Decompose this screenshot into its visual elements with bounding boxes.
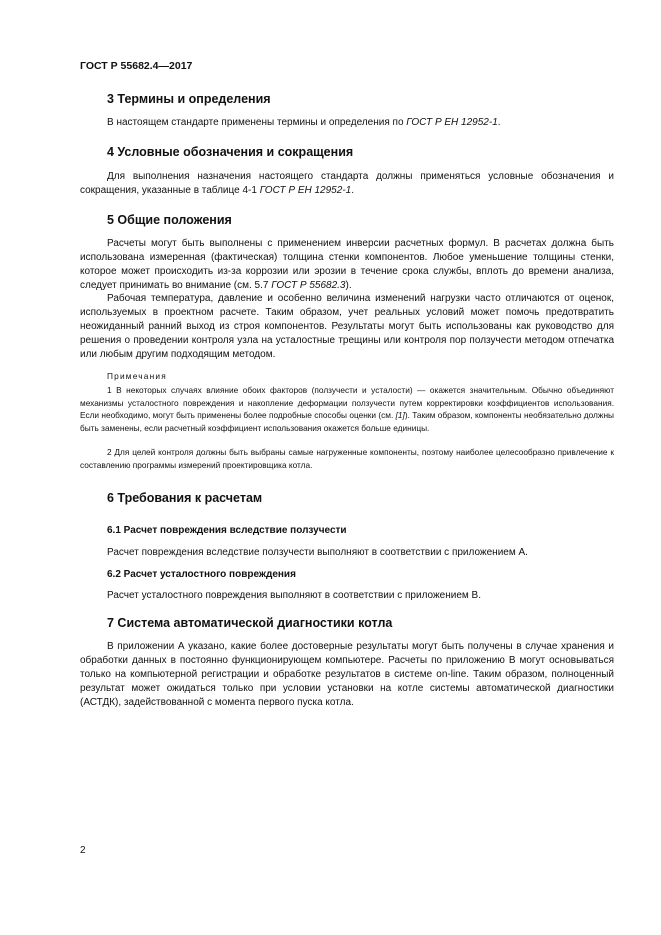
standard-reference: ГОСТ Р ЕН 12952-1	[406, 117, 498, 128]
page-number: 2	[80, 845, 86, 856]
section-7-title: 7 Система автоматической диагностики котла	[107, 616, 393, 630]
section-5-paragraph-1: Расчеты могут быть выполнены с применением инверсии расчетных формул. В расчетах должна быть использована измеренная (фактическая) толщина стенки компонентов. Любое уменьшение толщины стенки, которое может происходить из-за коррозии или эрозии в течение срока службы, вплоть до времени анализа, следует принимать во внимание (см. 5.7 ГОСТ Р 55682.3).	[80, 238, 614, 291]
standard-reference: ГОСТ Р ЕН 12952-1	[259, 185, 352, 196]
section-7-text: В приложении А указано, какие более достоверные результаты могут быть получены в случае хранения и обработки данных в постоянно функционирующем компьютере. Расчеты по приложению В могут основываться только на компьютерной регистрации и обработке результатов в системе on-line. Таким образом, полноценный результат может ожидаться только при условии установки на котле системы автоматической диагностики (АСТДК), задействованной с момента первого пуска котла.	[80, 641, 614, 708]
notes-title: Примечания	[107, 371, 167, 381]
section-6-2-text: Расчет усталостного повреждения выполняют в соответствии с приложением В.	[107, 590, 481, 601]
section-4-title: 4 Условные обозначения и сокращения	[107, 145, 354, 159]
note-2: 2 Для целей контроля должны быть выбраны самые нагруженные компоненты, поэтому наиболее целесообразно привлечение к составлению программы измерений проектировщика котла.	[80, 447, 614, 470]
section-6-title: 6 Требования к расчетам	[107, 491, 263, 505]
section-6-1-title: 6.1 Расчет повреждения вследствие ползучести	[107, 525, 347, 536]
bibliography-reference: [1]	[395, 410, 405, 420]
section-5-title: 5 Общие положения	[107, 213, 232, 227]
section-6-2-title: 6.2 Расчет усталостного повреждения	[107, 569, 296, 580]
section-6-1-text: Расчет повреждения вследствие ползучести выполняют в соответствии с приложением А.	[107, 547, 528, 558]
section-5-paragraph-2: Рабочая температура, давление и особенно величина изменений нагрузки часто отличаются от оценок, используемых в проектном расчете. Таким образом, учет реальных условий может помочь предотвратить неожиданный ранний выход из строя компонентов. Результаты могут быть использованы как руководство для решения о проведении контроля узла на усталостные трещины или контроля пор ползучести методом отпечатка или любым другим подходящим методом.	[80, 293, 614, 360]
document-header: ГОСТ Р 55682.4—2017	[80, 60, 193, 72]
section-3-text: В настоящем стандарте применены термины и определения по ГОСТ Р ЕН 12952-1.	[107, 117, 501, 128]
note-1: 1 В некоторых случаях влияние обоих факторов (ползучести и усталости) — окажется значительным. Обычно объединяют механизмы усталостного повреждения и накопление деформации ползучести путем корректировки коэффициентов использования. Если необходимо, могут быть применены более подробные способы оценки (см. [1]). Таким образом, компоненты необязательно должны быть заменены, если расчетный коэффициент использования окажется больше единицы.	[80, 385, 614, 433]
section-4-text: Для выполнения назначения настоящего стандарта должны применяться условные обозначения и сокращения, указанные в таблице 4-1 ГОСТ Р ЕН 12952-1.	[80, 171, 614, 196]
standard-reference: ГОСТ Р 55682.3	[271, 280, 346, 291]
section-3-title: 3 Термины и определения	[107, 92, 271, 106]
